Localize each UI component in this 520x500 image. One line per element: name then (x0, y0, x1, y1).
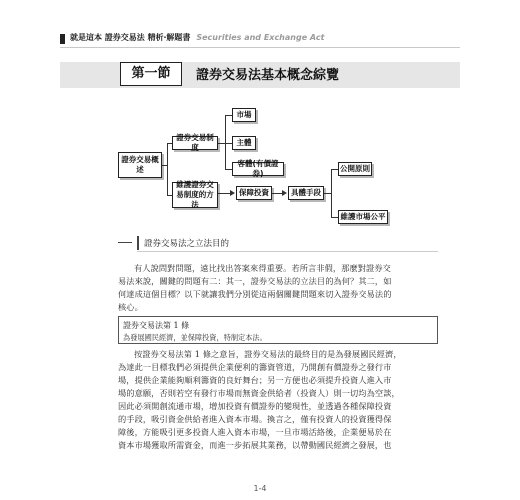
text-line: 場，提供企業能夠順利籌資的良好舞台；另一方便也必須提升投資人進入市 (118, 375, 392, 385)
node-disclosure: 公開原則 (338, 162, 372, 176)
text-line: 有人說問對問題，遠比找出答案來得重要。若所言非假，那麼對證券交 (134, 263, 391, 273)
book-title (70, 32, 324, 43)
text-line: 何達成這個目標？以下就讓我們分別從這兩個關鍵問題來切入證券交易法的 (118, 289, 392, 299)
arrow-to-protect (230, 190, 235, 196)
node-fairness: 維護市場公平 (338, 210, 388, 224)
node-system: 證券交易制度 (172, 136, 218, 150)
subsection-rule (137, 251, 438, 252)
arrow-to-means (282, 190, 287, 196)
statute-body: 為發展國民經濟，並保障投資，特制定本法。 (123, 333, 267, 342)
book-subtitle: Securities and Exchange Act (196, 33, 325, 42)
node-object: 客體(有價證券) (232, 162, 284, 176)
node-market: 市場 (232, 108, 256, 122)
connector-to-market (225, 115, 232, 116)
text-line: 場的意願，否則若空有發行市場而無資金供給者（投資人）則一切均為空談， (118, 388, 400, 398)
text-line: 資本市場獲取所需資金，而進一步拓展其業務，以帶動國民經濟之發展，也 (118, 440, 392, 450)
connector-overview-branch (167, 143, 168, 195)
node-means: 具體手段 (288, 186, 324, 200)
connector-means-branch (331, 169, 332, 217)
page-number: 1-4 (253, 484, 267, 493)
heading-dash (118, 242, 132, 243)
header-rule (60, 47, 460, 48)
connector-system-branch (225, 115, 226, 169)
subsection-heading (118, 236, 438, 250)
connector-to-system (167, 143, 172, 144)
connector-to-method (167, 195, 172, 196)
connector-to-fairness (331, 217, 338, 218)
statute-quote (118, 316, 438, 344)
text-line: 核心。 (118, 302, 143, 312)
connector-to-object (225, 169, 232, 170)
text-line: 因此必須開創流通市場，增加投資有價證券的變現性，並透過各種保障投資 (118, 401, 392, 411)
heading-bar (137, 236, 139, 250)
section-title: 證券交易法基本概念綜覽 (196, 68, 340, 83)
statute-title: 證券交易法第 1 條 (123, 321, 190, 330)
intro-paragraph (118, 262, 438, 314)
header-marker (60, 34, 65, 44)
text-line: 按證券交易法第 1 條之意旨，證券交易法的最終目的是為發展國民經濟， (134, 349, 402, 359)
text-line: 易法來說，關鍵的問題有二：其一，證券交易法的立法目的為何？其二，如 (118, 276, 392, 286)
subsection-title: 證券交易法之立法目的 (144, 239, 230, 249)
running-header (60, 32, 460, 46)
connector-to-disclosure (331, 169, 338, 170)
section-label: 第一節 (120, 62, 182, 86)
node-overview: 證券交易概述 (118, 152, 162, 178)
connector-system (218, 143, 225, 144)
book-title-text: 就是這本 證券交易法 精析‧解題書 (70, 33, 191, 42)
connector-method-protect (218, 193, 230, 194)
body-paragraph (118, 348, 438, 452)
connector-means (324, 193, 331, 194)
node-method: 維護證券交易制度的方法 (172, 182, 218, 208)
text-line: 為達此一目標我們必須提供企業便利的籌資管道，乃開創有價證券之發行市 (118, 362, 392, 372)
connector-to-subject (225, 143, 232, 144)
connector-protect-means (272, 193, 282, 194)
text-line: 障後，方能吸引更多投資人進入資本市場，一旦市場活絡後，企業便易於在 (118, 427, 392, 437)
node-subject: 主體 (232, 136, 256, 150)
node-protect: 保障投資 (236, 186, 272, 200)
text-line: 的手段，吸引資金供給者進入資本市場。換言之，僅有投資人的投資獲得保 (118, 414, 392, 424)
